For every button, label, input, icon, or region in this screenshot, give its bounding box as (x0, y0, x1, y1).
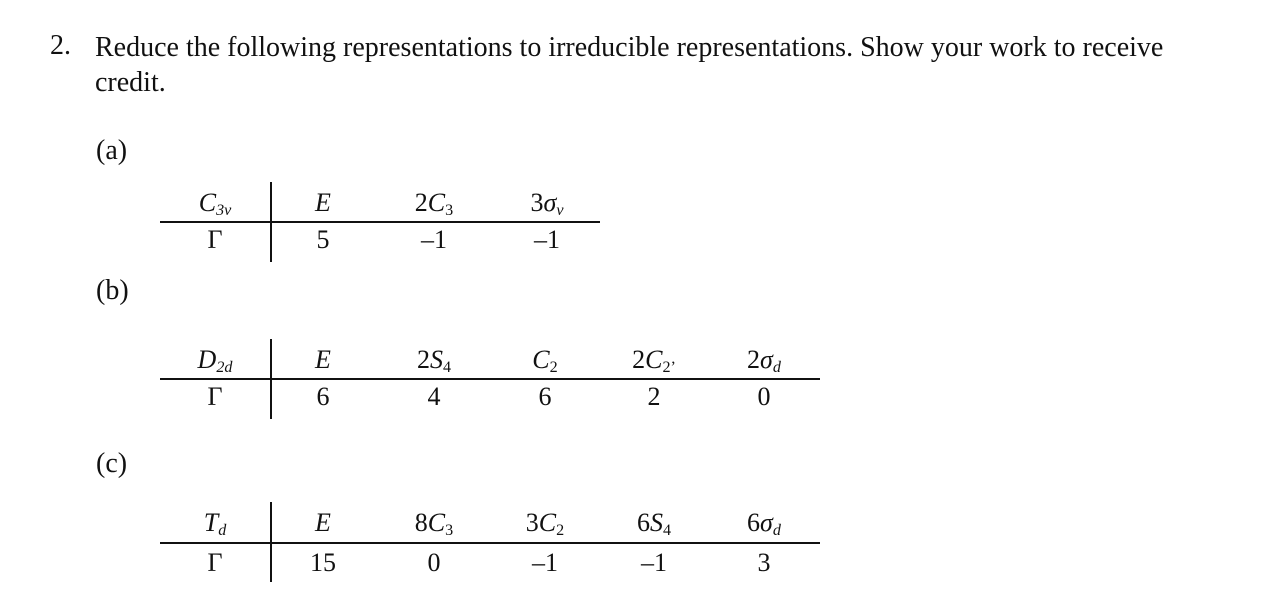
gamma-value: 2 (647, 382, 661, 411)
op-header: $2\sigma_d$ (747, 345, 781, 377)
op-header: $2C_3$ (414, 188, 454, 220)
table-column-rule (270, 339, 272, 419)
gamma-value: 6 (538, 382, 552, 411)
gamma-value: 0 (427, 548, 441, 577)
table-header-rule (160, 378, 820, 380)
op-header: $C_2$ (532, 345, 558, 377)
op-header: $3\sigma_v$ (530, 188, 564, 220)
gamma-value: 15 (310, 548, 336, 577)
op-header: E (315, 508, 331, 537)
gamma-value: 3 (757, 548, 771, 577)
gamma-value: 5 (316, 225, 330, 254)
character-table-c (160, 508, 820, 588)
op-header: $8C_3$ (414, 508, 454, 540)
character-table-b (160, 345, 820, 425)
point-group-label: $T_d$ (203, 508, 227, 540)
part-a-label: (a) (96, 135, 128, 166)
question-text: Reduce the following representations to irreducible representations. Show your work to receive credit. (95, 32, 1164, 98)
gamma-value: –1 (641, 548, 667, 577)
gamma-value: –1 (534, 225, 560, 254)
part-b-label: (b) (96, 275, 129, 306)
gamma-label: Γ (207, 382, 223, 411)
op-header: $2C_{2’}$ (632, 345, 676, 377)
character-table-a (160, 188, 820, 268)
part-c-label: (c) (96, 448, 128, 479)
gamma-label: Γ (207, 548, 223, 577)
op-header: $2S_4$ (416, 345, 452, 377)
op-header: $3C_2$ (525, 508, 565, 540)
table-header-rule (160, 542, 820, 544)
table-column-rule (270, 182, 272, 262)
gamma-value: 0 (757, 382, 771, 411)
question-number: 2. (50, 30, 71, 61)
table-header-rule (160, 221, 600, 223)
point-group-label: $C_{3v}$ (198, 188, 232, 220)
point-group-label: $D_{2d}$ (197, 345, 233, 377)
op-header: E (315, 345, 331, 374)
gamma-value: 6 (316, 382, 330, 411)
gamma-value: –1 (532, 548, 558, 577)
op-header: $6S_4$ (636, 508, 672, 540)
op-header: $6\sigma_d$ (747, 508, 781, 540)
op-header: E (315, 188, 331, 217)
gamma-label: Γ (207, 225, 223, 254)
gamma-value: 4 (427, 382, 441, 411)
table-column-rule (270, 502, 272, 582)
gamma-value: –1 (421, 225, 447, 254)
